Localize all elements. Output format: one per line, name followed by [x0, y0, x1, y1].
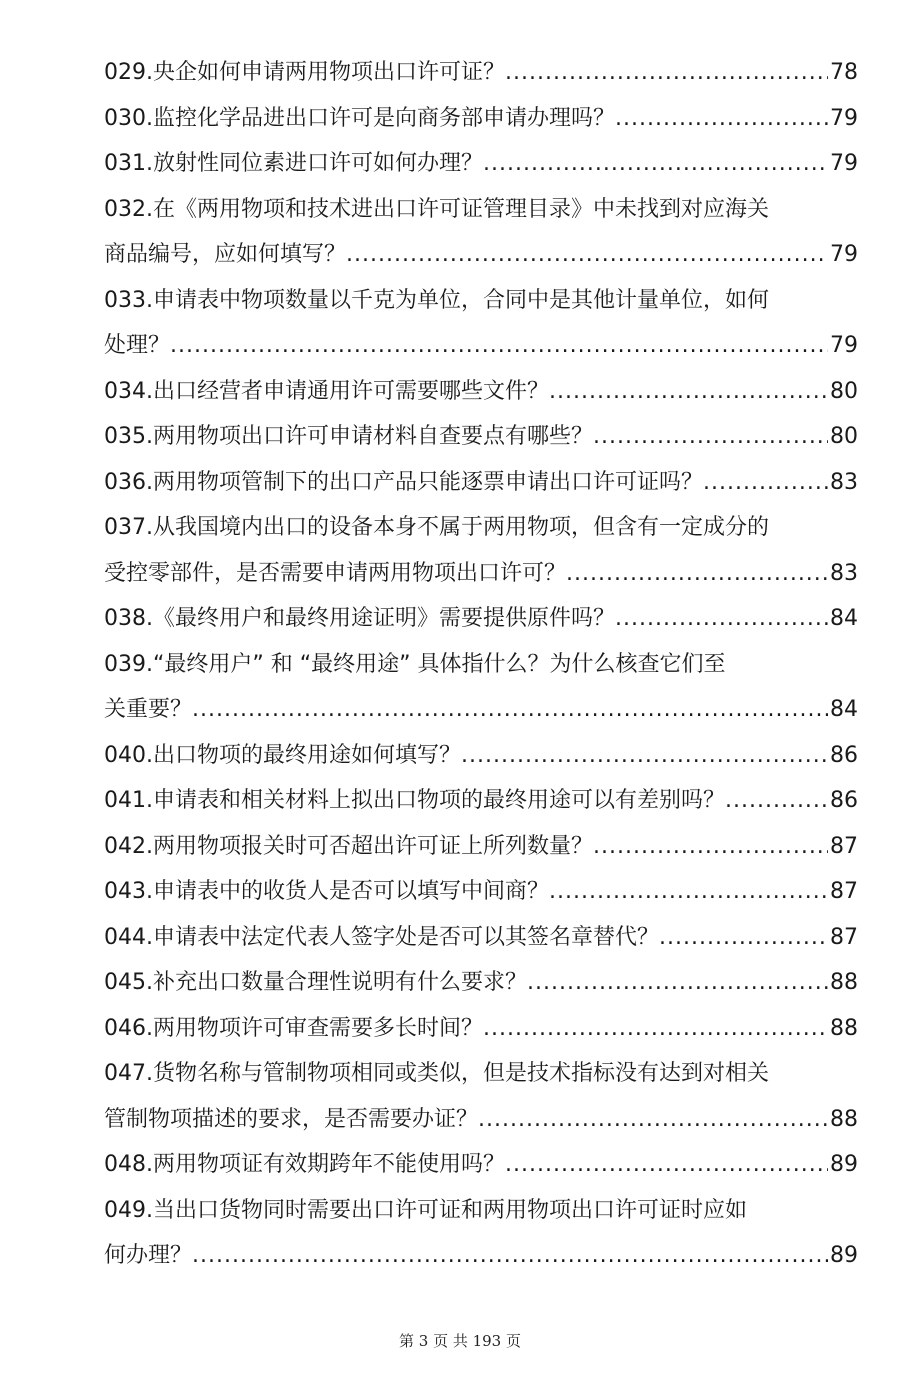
dot-leader: [593, 414, 828, 460]
toc-entry[interactable]: [104, 1006, 858, 1052]
toc-entry-title: 030.监控化学品进出口许可是向商务部申请办理吗？: [104, 105, 615, 131]
table-of-contents: [104, 50, 858, 1279]
toc-entry-last-line: [104, 141, 858, 187]
dot-leader: [725, 778, 828, 824]
toc-page-number: 88: [830, 970, 858, 995]
dot-leader: [566, 551, 828, 597]
toc-entry-last-line: [104, 733, 858, 779]
toc-entry-last-line: [104, 687, 858, 733]
toc-entry[interactable]: [104, 596, 858, 642]
toc-entry-last-line: [104, 96, 858, 142]
toc-entry-last-line: [104, 1233, 858, 1279]
toc-entry[interactable]: [104, 505, 858, 596]
toc-entry-title: 038.《最终用户和最终用途证明》需要提供原件吗？: [104, 606, 615, 631]
toc-entry-title: 041.申请表和相关材料上拟出口物项的最终用途可以有差别吗？: [104, 788, 725, 813]
toc-entry[interactable]: [104, 1142, 858, 1188]
toc-entry-title: 商品编号，应如何填写？: [104, 242, 347, 267]
dot-leader: [615, 596, 828, 642]
dot-leader: [461, 733, 828, 779]
toc-page-number: 88: [830, 1106, 858, 1132]
toc-entry-title: 029.央企如何申请两用物项出口许可证？: [104, 60, 505, 85]
dot-leader: [483, 141, 828, 187]
dot-leader: [527, 960, 828, 1006]
toc-entry-title-line: 049.当出口货物同时需要出口许可证和两用物项出口许可证时应如: [104, 1197, 747, 1223]
toc-entry-last-line: [104, 369, 858, 415]
toc-entry-title: 管制物项描述的要求，是否需要办证？: [104, 1106, 479, 1132]
toc-entry-title: 046.两用物项许可审查需要多长时间？: [104, 1015, 483, 1041]
toc-page-number: 84: [830, 606, 858, 631]
toc-entry-title: 040.出口物项的最终用途如何填写？: [104, 742, 461, 768]
toc-entry-last-line: [104, 778, 858, 824]
toc-entry-title-line: 033.申请表中物项数量以千克为单位，合同中是其他计量单位，如何: [104, 287, 769, 313]
toc-entry-title: 031.放射性同位素进口许可如何办理？: [104, 151, 483, 176]
toc-page-number: 88: [830, 1015, 858, 1041]
toc-entry-title: 043.申请表中的收货人是否可以填写中间商？: [104, 879, 549, 904]
toc-entry-last-line: [104, 824, 858, 870]
toc-page-number: 87: [830, 924, 858, 950]
dot-leader: [346, 232, 828, 278]
toc-page-number: 86: [830, 788, 858, 813]
toc-entry[interactable]: [104, 824, 858, 870]
toc-entry-last-line: [104, 460, 858, 506]
dot-leader: [659, 915, 828, 961]
toc-entry[interactable]: [104, 460, 858, 506]
toc-entry-title: 042.两用物项报关时可否超出许可证上所列数量？: [104, 833, 593, 859]
toc-entry[interactable]: [104, 187, 858, 278]
dot-leader: [505, 50, 828, 96]
toc-page-number: 83: [830, 469, 858, 495]
toc-entry-title: 处理？: [104, 333, 171, 358]
toc-entry-title: 048.两用物项证有效期跨年不能使用吗？: [104, 1152, 505, 1177]
toc-entry[interactable]: [104, 733, 858, 779]
toc-entry-last-line: [104, 596, 858, 642]
toc-page-number: 84: [830, 697, 858, 722]
toc-entry-last-line: [104, 551, 858, 597]
toc-entry-title: 关重要？: [104, 697, 193, 722]
toc-page-number: 78: [830, 60, 858, 85]
toc-entry-last-line: [104, 232, 858, 278]
toc-entry-title: 036.两用物项管制下的出口产品只能逐票申请出口许可证吗？: [104, 469, 703, 495]
toc-entry-last-line: [104, 1097, 858, 1143]
dot-leader: [478, 1097, 828, 1143]
toc-page-number: 86: [830, 742, 858, 768]
dot-leader: [505, 1142, 828, 1188]
toc-entry[interactable]: [104, 369, 858, 415]
toc-entry-title-line: 032.在《两用物项和技术进出口许可证管理目录》中未找到对应海关: [104, 196, 769, 222]
toc-entry[interactable]: [104, 960, 858, 1006]
dot-leader: [192, 687, 828, 733]
toc-page-number: 80: [830, 424, 858, 449]
dot-leader: [615, 96, 828, 142]
toc-page-number: 79: [830, 333, 858, 358]
toc-entry-last-line: [104, 869, 858, 915]
dot-leader: [549, 369, 828, 415]
toc-entry-last-line: [104, 414, 858, 460]
toc-entry[interactable]: [104, 869, 858, 915]
dot-leader: [192, 1233, 828, 1279]
toc-page-number: 79: [830, 105, 858, 131]
toc-entry-last-line: [104, 960, 858, 1006]
toc-entry[interactable]: [104, 96, 858, 142]
toc-entry[interactable]: [104, 778, 858, 824]
toc-entry[interactable]: [104, 414, 858, 460]
toc-page-number: 87: [830, 833, 858, 859]
dot-leader: [593, 824, 828, 870]
toc-entry-last-line: [104, 915, 858, 961]
toc-entry[interactable]: [104, 642, 858, 733]
toc-page-number: 89: [830, 1243, 858, 1268]
toc-entry-last-line: [104, 50, 858, 96]
toc-entry[interactable]: [104, 915, 858, 961]
dot-leader: [483, 1006, 828, 1052]
toc-entry[interactable]: [104, 141, 858, 187]
toc-entry-title: 受控零部件，是否需要申请两用物项出口许可？: [104, 560, 567, 586]
page-footer: 第 3 页 共 193 页: [398, 1332, 521, 1350]
toc-page-number: 89: [830, 1152, 858, 1177]
dot-leader: [549, 869, 828, 915]
toc-page-number: 80: [830, 378, 858, 404]
toc-entry[interactable]: [104, 50, 858, 96]
toc-entry-title: 035.两用物项出口许可申请材料自查要点有哪些？: [104, 424, 593, 449]
toc-page-number: 83: [830, 560, 858, 586]
toc-entry-title-line: 039.“最终用户” 和 “最终用途” 具体指什么？为什么核查它们至: [104, 651, 726, 677]
dot-leader: [703, 460, 828, 506]
toc-entry-title: 何办理？: [104, 1243, 193, 1268]
toc-entry-last-line: [104, 323, 858, 369]
toc-entry[interactable]: [104, 278, 858, 369]
dot-leader: [170, 323, 828, 369]
toc-page-number: 87: [830, 879, 858, 904]
toc-entry[interactable]: [104, 1188, 858, 1279]
toc-entry-last-line: [104, 1006, 858, 1052]
toc-entry-title-line: 047.货物名称与管制物项相同或类似，但是技术指标没有达到对相关: [104, 1061, 769, 1086]
toc-page-number: 79: [830, 242, 858, 267]
toc-page-number: 79: [830, 151, 858, 176]
toc-entry-title: 034.出口经营者申请通用许可需要哪些文件？: [104, 378, 549, 404]
toc-entry[interactable]: [104, 1051, 858, 1142]
toc-entry-title: 045.补充出口数量合理性说明有什么要求？: [104, 970, 527, 995]
toc-entry-title-line: 037.从我国境内出口的设备本身不属于两用物项，但含有一定成分的: [104, 515, 769, 540]
toc-entry-last-line: [104, 1142, 858, 1188]
toc-entry-title: 044.申请表中法定代表人签字处是否可以其签名章替代？: [104, 924, 659, 950]
